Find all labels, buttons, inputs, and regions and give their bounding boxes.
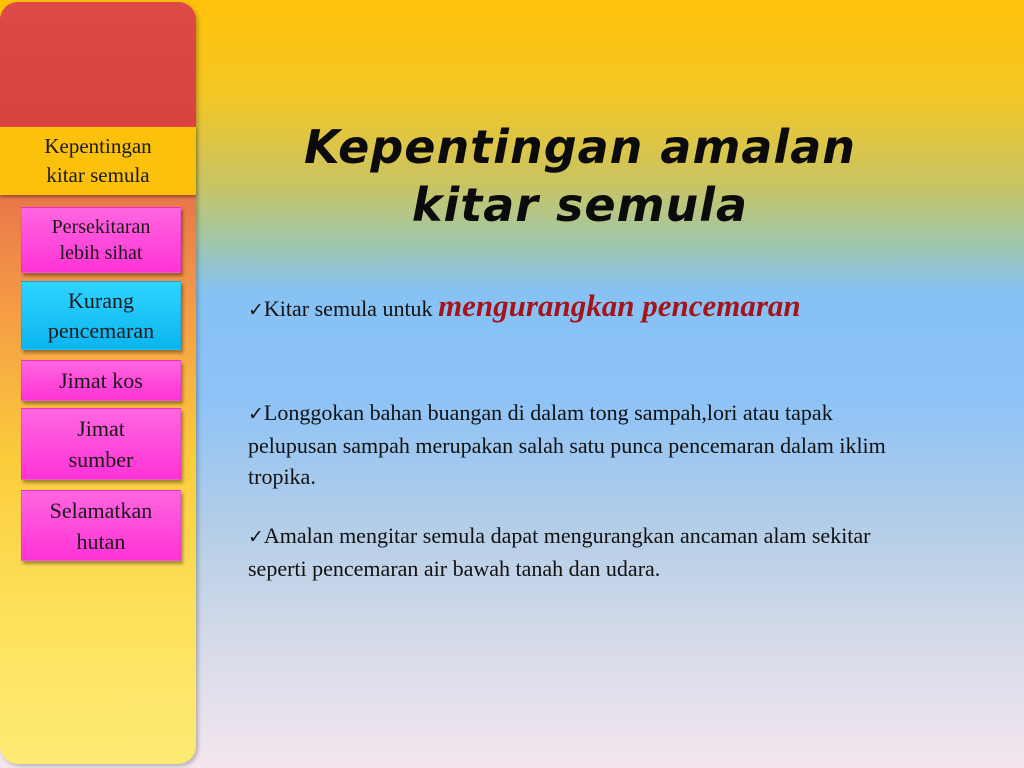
sidebar-item-kurang-pencemaran[interactable]	[21, 281, 181, 350]
sidebar-top-block	[0, 2, 196, 126]
sidebar-item-selamatkan-hutan[interactable]	[21, 490, 181, 561]
check-icon: ✓	[248, 526, 264, 548]
check-icon: ✓	[248, 403, 264, 425]
sidebar-header[interactable]	[0, 127, 196, 195]
bullet-text: Longgokan bahan buangan di dalam tong sampah,lori atau tapak pelupusan sampah merupakan salah satu punca pencemaran dalam iklim tropika.	[248, 400, 886, 489]
sidebar-item-jimat-sumber[interactable]	[21, 408, 181, 480]
sidebar-item-label: Selamatkan hutan	[49, 497, 153, 554]
bullet-emphasis: mengurangkan pencemaran	[438, 288, 801, 323]
sidebar-item-jimat-kos[interactable]	[21, 360, 181, 401]
slide-title: Kepentingan amalan kitar semula	[303, 120, 856, 232]
sidebar-item-label: Jimat kos	[59, 367, 143, 393]
sidebar-item-label: Jimat sumber	[68, 416, 134, 472]
sidebar-item-label: Kurang pencemaran	[47, 287, 155, 343]
bullet-text: Kitar semula untuk	[263, 296, 439, 321]
sidebar-item-persekitaran[interactable]	[21, 207, 181, 273]
bullet-point-1	[248, 290, 928, 326]
sidebar-header-label: Kepentingan kitar semula	[44, 134, 152, 187]
bullet-point-2	[248, 397, 920, 492]
sidebar-item-label: Persekitaran lebih sihat	[51, 216, 151, 264]
check-icon: ✓	[248, 299, 264, 321]
bullet-text: Amalan mengitar semula dapat mengurangkan ancaman alam sekitar seperti pencemaran air bawah tanah dan udara.	[248, 523, 871, 581]
bullet-point-3	[248, 520, 920, 584]
